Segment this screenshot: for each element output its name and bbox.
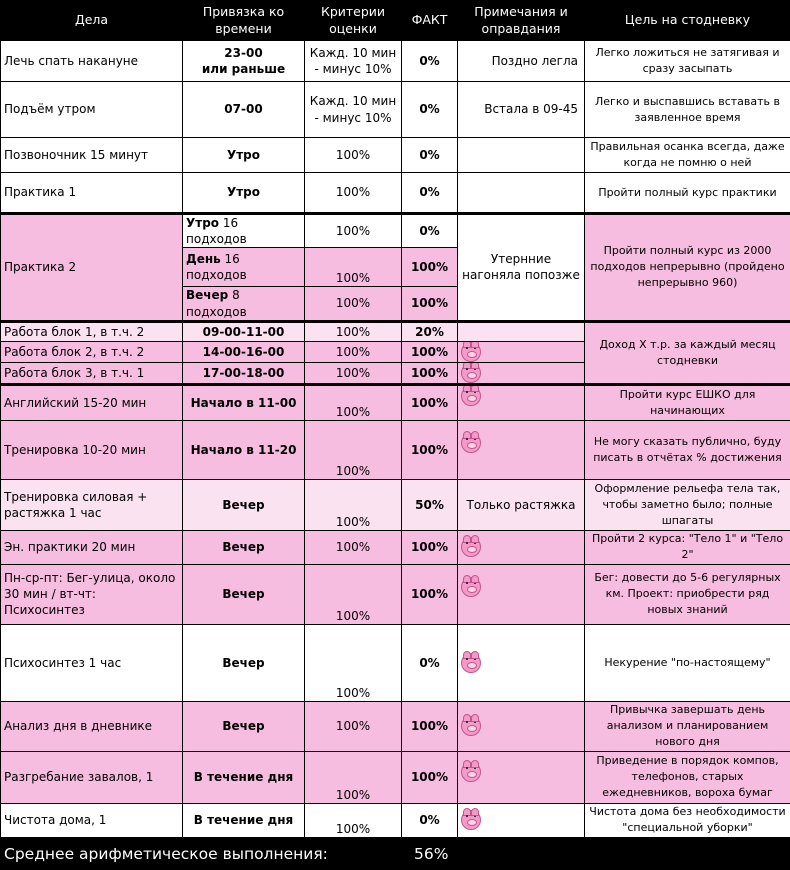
note-cell <box>458 530 585 564</box>
summary-label: Среднее арифметическое выполнения: <box>0 845 414 863</box>
fact-cell: 0% <box>402 803 458 837</box>
table-row <box>1 701 790 751</box>
time-cell: Вечер <box>183 530 305 564</box>
criteria-cell: 100% <box>305 701 402 751</box>
fact-cell: 100% <box>402 362 458 384</box>
table-row <box>1 479 790 530</box>
time-cell <box>183 41 305 82</box>
pig-face-icon <box>461 363 481 383</box>
fact-cell: 0% <box>402 173 458 214</box>
fact-cell: 50% <box>402 479 458 530</box>
time-cell: Вечер <box>183 701 305 751</box>
table-row <box>1 138 790 173</box>
time-cell <box>183 248 305 287</box>
goal-cell: Легко и выспавшись вставать в заявленное время <box>585 82 790 138</box>
criteria-cell: 100% <box>305 248 402 287</box>
time-cell: Начало в 11-20 <box>183 420 305 479</box>
note-cell <box>458 321 585 341</box>
note-cell <box>458 173 585 214</box>
table-row <box>1 214 790 248</box>
table-row <box>1 530 790 564</box>
time-cell <box>183 287 305 321</box>
table-row <box>1 173 790 214</box>
task-cell: Работа блок 1, в т.ч. 2 <box>1 321 183 341</box>
goal-cell: Не могу сказать публично, буду писать в отчётах % достижения <box>585 420 790 479</box>
header-criteria: Критерии оценки <box>305 1 402 41</box>
goal-cell: Бег: довести до 5-6 регулярных км. Проект: приобрести ряд новых знаний <box>585 564 790 624</box>
table-row <box>1 564 790 624</box>
goal-cell: Чистота дома без необходимости "специальной уборки" <box>585 803 790 837</box>
pig-face-icon <box>461 810 481 830</box>
summary-value: 56% <box>414 845 454 863</box>
task-cell: Практика 1 <box>1 173 183 214</box>
time-cell: В течение дня <box>183 803 305 837</box>
task-cell: Анализ дня в дневнике <box>1 701 183 751</box>
criteria-cell: 100% <box>305 384 402 420</box>
goal-cell: Пройти полный курс практики <box>585 173 790 214</box>
header-goal: Цель на стодневку <box>585 1 790 41</box>
criteria-cell: 100% <box>305 341 402 362</box>
goal-cell: Привычка завершать день анализом и планированием нового дня <box>585 701 790 751</box>
fact-cell: 0% <box>402 82 458 138</box>
time-bold: Вечер <box>186 288 228 302</box>
task-cell: Практика 2 <box>1 214 183 322</box>
note-cell <box>458 751 585 803</box>
task-cell: Работа блок 2, в т.ч. 2 <box>1 341 183 362</box>
header-time: Привязка ко времени <box>183 1 305 41</box>
time-cell: Начало в 11-00 <box>183 384 305 420</box>
fact-cell: 0% <box>402 138 458 173</box>
pig-face-icon <box>461 537 481 557</box>
note-cell: Утернние нагоняла попозже <box>458 214 585 322</box>
fact-cell: 100% <box>402 701 458 751</box>
fact-cell: 100% <box>402 384 458 420</box>
goal-cell: Пройти 2 курса: "Тело 1" и "Тело 2" <box>585 530 790 564</box>
time-cell: Утро <box>183 173 305 214</box>
goal-cell: Пройти полный курс из 2000 подходов непрерывно (пройдено непрерывно 960) <box>585 214 790 322</box>
fact-cell: 0% <box>402 41 458 82</box>
goal-cell: Некурение "по-настоящему" <box>585 624 790 701</box>
header-notes: Примечания и оправдания <box>458 1 585 41</box>
goal-cell: Правильная осанка всегда, даже когда не помню о ней <box>585 138 790 173</box>
table-row <box>1 420 790 479</box>
pig-face-icon <box>461 342 481 362</box>
task-cell: Тренировка силовая + растяжка 1 час <box>1 479 183 530</box>
pig-face-icon <box>461 386 481 406</box>
criteria-cell: Кажд. 10 мин - минус 10% <box>305 82 402 138</box>
time-rest: 8 подходов <box>186 288 247 318</box>
time-cell: 09-00-11-00 <box>183 321 305 341</box>
criteria-cell: 100% <box>305 803 402 837</box>
task-cell: Английский 15-20 мин <box>1 384 183 420</box>
criteria-cell: 100% <box>305 362 402 384</box>
criteria-cell: 100% <box>305 138 402 173</box>
criteria-cell: 100% <box>305 214 402 248</box>
fact-cell: 20% <box>402 321 458 341</box>
note-cell <box>458 803 585 837</box>
fact-cell: 0% <box>402 214 458 248</box>
time-cell: 14-00-16-00 <box>183 341 305 362</box>
criteria-cell: 100% <box>305 564 402 624</box>
table-row <box>1 624 790 701</box>
fact-cell: 100% <box>402 564 458 624</box>
note-cell <box>458 420 585 479</box>
time-cell: Вечер <box>183 479 305 530</box>
note-cell: Встала в 09-45 <box>458 82 585 138</box>
criteria-cell: Кажд. 10 мин - минус 10% <box>305 41 402 82</box>
goal-cell: Оформление рельефа тела так, чтобы заметно было; полные шпагаты <box>585 479 790 530</box>
time-bold: Утро <box>186 216 219 230</box>
table-row <box>1 321 790 341</box>
criteria-cell: 100% <box>305 479 402 530</box>
criteria-cell: 100% <box>305 530 402 564</box>
header-tasks: Дела <box>1 1 183 41</box>
goal-cell: Приведение в порядок компов, телефонов, старых ежедневников, вороха бумаг <box>585 751 790 803</box>
goal-cell: Пройти курс ЕШКО для начинающих <box>585 384 790 420</box>
fact-cell: 100% <box>402 287 458 321</box>
task-cell: Разгребание завалов, 1 <box>1 751 183 803</box>
note-cell <box>458 624 585 701</box>
criteria-cell: 100% <box>305 173 402 214</box>
criteria-cell: 100% <box>305 420 402 479</box>
header-row <box>1 1 790 41</box>
time-cell: Вечер <box>183 624 305 701</box>
pig-face-icon <box>461 653 481 673</box>
time-cell <box>183 214 305 248</box>
table-row <box>1 82 790 138</box>
fact-cell: 100% <box>402 341 458 362</box>
note-cell <box>458 701 585 751</box>
time-cell: Утро <box>183 138 305 173</box>
note-cell: Только растяжка <box>458 479 585 530</box>
fact-cell: 100% <box>402 530 458 564</box>
pig-face-icon <box>461 433 481 453</box>
pig-face-icon <box>461 762 481 782</box>
pig-face-icon <box>461 716 481 736</box>
note-cell <box>458 564 585 624</box>
time-text: 23-00 или раньше <box>202 46 285 76</box>
header-fact: ФАКТ <box>402 1 458 41</box>
fact-cell: 0% <box>402 624 458 701</box>
time-cell: В течение дня <box>183 751 305 803</box>
criteria-cell: 100% <box>305 624 402 701</box>
note-cell: Поздно легла <box>458 41 585 82</box>
task-cell: Позвоночник 15 минут <box>1 138 183 173</box>
table-row <box>1 384 790 420</box>
task-cell: Психосинтез 1 час <box>1 624 183 701</box>
fact-cell: 100% <box>402 248 458 287</box>
goal-cell: Доход Х т.р. за каждый месяц стодневки <box>585 321 790 384</box>
task-cell: Работа блок 3, в т.ч. 1 <box>1 362 183 384</box>
time-cell: Вечер <box>183 564 305 624</box>
criteria-cell: 100% <box>305 321 402 341</box>
table-row <box>1 41 790 82</box>
table-row <box>1 751 790 803</box>
note-cell <box>458 341 585 362</box>
task-cell: Подъём утром <box>1 82 183 138</box>
fact-cell: 100% <box>402 420 458 479</box>
criteria-cell: 100% <box>305 287 402 321</box>
time-cell: 07-00 <box>183 82 305 138</box>
pig-face-icon <box>461 577 481 597</box>
time-bold: День <box>186 252 221 266</box>
table-row <box>1 803 790 837</box>
task-cell: Чистота дома, 1 <box>1 803 183 837</box>
criteria-cell: 100% <box>305 751 402 803</box>
task-cell: Пн-ср-пт: Бег-улица, около 30 мин / вт-чт: Психосинтез <box>1 564 183 624</box>
goal-cell: Легко ложиться не затягивая и сразу засыпать <box>585 41 790 82</box>
note-cell <box>458 362 585 384</box>
fact-cell: 100% <box>402 751 458 803</box>
summary-footer <box>0 838 790 870</box>
task-cell: Лечь спать накануне <box>1 41 183 82</box>
note-cell <box>458 384 585 420</box>
task-cell: Эн. практики 20 мин <box>1 530 183 564</box>
time-cell: 17-00-18-00 <box>183 362 305 384</box>
time-rest: 16 подходов <box>186 216 247 246</box>
note-cell <box>458 138 585 173</box>
time-rest: 16 подходов <box>186 252 247 282</box>
task-cell: Тренировка 10-20 мин <box>1 420 183 479</box>
